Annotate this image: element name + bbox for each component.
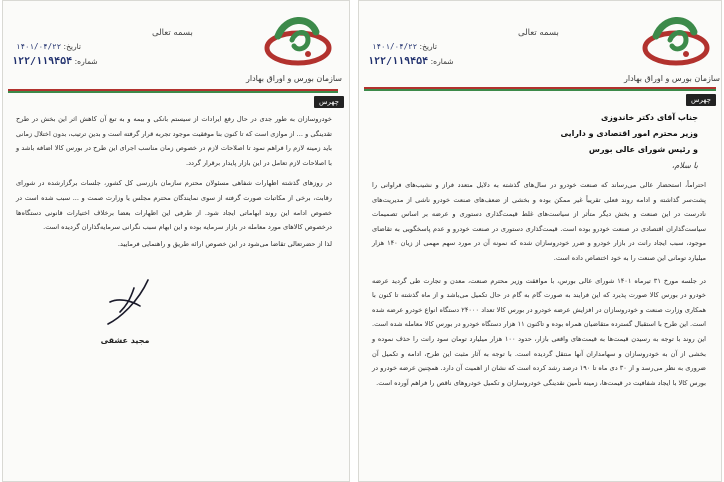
organization-name: سازمان بورس و اوراق بهادار — [246, 74, 343, 83]
basmala: بسمه تعالی — [518, 28, 559, 38]
date-field: تاریخ: ۱۴۰۱/۰۴/۲۲ — [372, 42, 437, 51]
number-field: شماره: ۱۲۲/۱۱۹۴۵۴ — [12, 56, 98, 67]
recipient-title: وزیر محترم امور اقتصادی و دارایی — [560, 129, 698, 138]
greeting: با سلام، — [671, 161, 698, 170]
signature-block — [80, 272, 170, 345]
recipient-title: و رئیس شورای عالی بورس — [588, 145, 698, 154]
classification-tag: چهرس — [314, 96, 344, 108]
letter-body — [16, 112, 332, 251]
body-paragraph: در جلسه مورخ ۳۱ تیرماه ۱۴۰۱ شورای عالی بورس، با موافقت وزیر محترم صنعت، معدن و تجارت طی گردید عرضه خودرو در بورس کالا صورت پذیرد که این فرایند به صورت گام به گام در حال تکمیل می‌باشد و از ماه گذشته تا کنون با همکاری وزارت صنعت و خودروسازان در افزایش عرضه خودرو در بورس کالا تعداد ۲۴۰۰۰ دستگاه انواع خودرو عرضه شده است. این طرح با استقبال گسترده متقاضیان همراه بوده و تاکنون ۱۱ هزار دستگاه خودرو در بورس کالا معامله شده است. این روند با توجه به رسیدن قیمت‌ها به قیمت‌های واقعی بازار، حدود ۱۰۰ هزار میلیارد تومان سود رانت را حذف نموده و بخشی از آن به خودروسازان و سهامداران آنها منتقل گردیده است. با توجه به آثار مثبت این طرح، ادامه و تکمیل آن ضروری به نظر می‌رسد و از ۳۰ دی ماه تا ۱۹۰ درصد رشد کرده است که نشان از اهمیت آن دارد. همچنین عرضه خودرو در بورس کالا با ایجاد شفافیت در قیمت‌ها، زمینه تأمین نقدینگی خودروسازان و تکمیل خودروهای ناقص را فراهم آورده است. — [372, 276, 707, 387]
date-field: تاریخ: ۱۴۰۱/۰۴/۲۲ — [16, 42, 81, 51]
body-paragraph: احتراماً، استحضار عالی می‌رساند که صنعت خودرو در سال‌های گذشته به دلایل متعدد فراز و نشیب‌های فراوانی را پشت‌سر گذاشته و ادامه روند فعلی تقریباً غیر ممکن بوده و بخشی از ضعف‌های صنعت خودرو ناشی از مدیریت‌های نادرست در این صنعت و بخش دیگر متأثر از سیاست‌های غلط قیمت‌گذاری دستوری و عرضه بر اساس تصمیمات سیاست‌گذاران اقتصادی در صنعت خودرو بوده است. قیمت‌گذاری دستوری در صنعت خودرو و عدم پاسخگویی به تقاضای موجود، سبب ایجاد رانت در بازار خودرو و ضرر خودروسازان شده که نمونه آن در مورد سهم مهمی از زیان ۱۴۰ هزار میلیارد تومانی این صنعت را به خود اختصاص داده است. — [372, 181, 706, 262]
signatory-name: مجید عشقی — [100, 336, 150, 345]
header-divider-accent — [364, 89, 716, 91]
classification-tag: چهرس — [686, 94, 716, 106]
header-divider-accent — [8, 91, 338, 93]
organization-logo — [642, 10, 710, 74]
signature-scribble — [90, 272, 160, 332]
recipient-name: جناب آقای دکتر خاندوزی — [600, 113, 698, 122]
organization-name: سازمان بورس و اوراق بهادار — [624, 74, 721, 83]
organization-logo — [264, 10, 332, 74]
body-paragraph: لذا از حضرتعالی تقاضا می‌شود در این خصوص ارائه طریق و راهنمایی فرمایید. — [117, 239, 332, 248]
letter-body — [372, 178, 706, 390]
body-paragraph: خودروسازان به طور جدی در حال رفع ایرادات از سیستم بانکی و بیمه و به تبع آن کاهش اثر این بخش در طرح تقدینگی و ... از موازی است که تا کنون بنا موفقیت موجود تجربه قرار گرفته است و بدین ترتیب، بدون اختلال زمانی باید زمینه لازم را فراهم نمود تا اصلاحات لازم در خصوص زمان مناسب اجرای این طرح در بورس کالا اضافه باشد و با اصلاحات لازم تعامل در این بازار پایدار برقرار گردد. — [16, 115, 332, 167]
number-field: شماره: ۱۲۲/۱۱۹۴۵۴ — [368, 56, 454, 67]
basmala: بسمه تعالی — [152, 28, 193, 38]
body-paragraph: در روزهای گذشته اظهارات شفاهی مسئولان محترم سازمان بازرسی کل کشور، جلسات برگزارشده در شورای رقابت، برخی از مکاتبات صورت گرفته از سوی نمایندگان محترم مجلس یا وزارت صمت و ... سبب شده است در خصوص ادامه این روند ابهاماتی ایجاد شود. از طرفی این اظهارات بعضا برخلاف اختیارات قانونی دستگاه‌ها درخصوص کالاهای مورد معامله در بازار سرمایه بوده و این ابهام سبب نگرانی سرمایه‌گذاران گردیده است. — [16, 179, 332, 232]
letter-page-1 — [358, 0, 722, 482]
recipient-block — [561, 110, 698, 158]
letter-page-2 — [2, 0, 350, 482]
